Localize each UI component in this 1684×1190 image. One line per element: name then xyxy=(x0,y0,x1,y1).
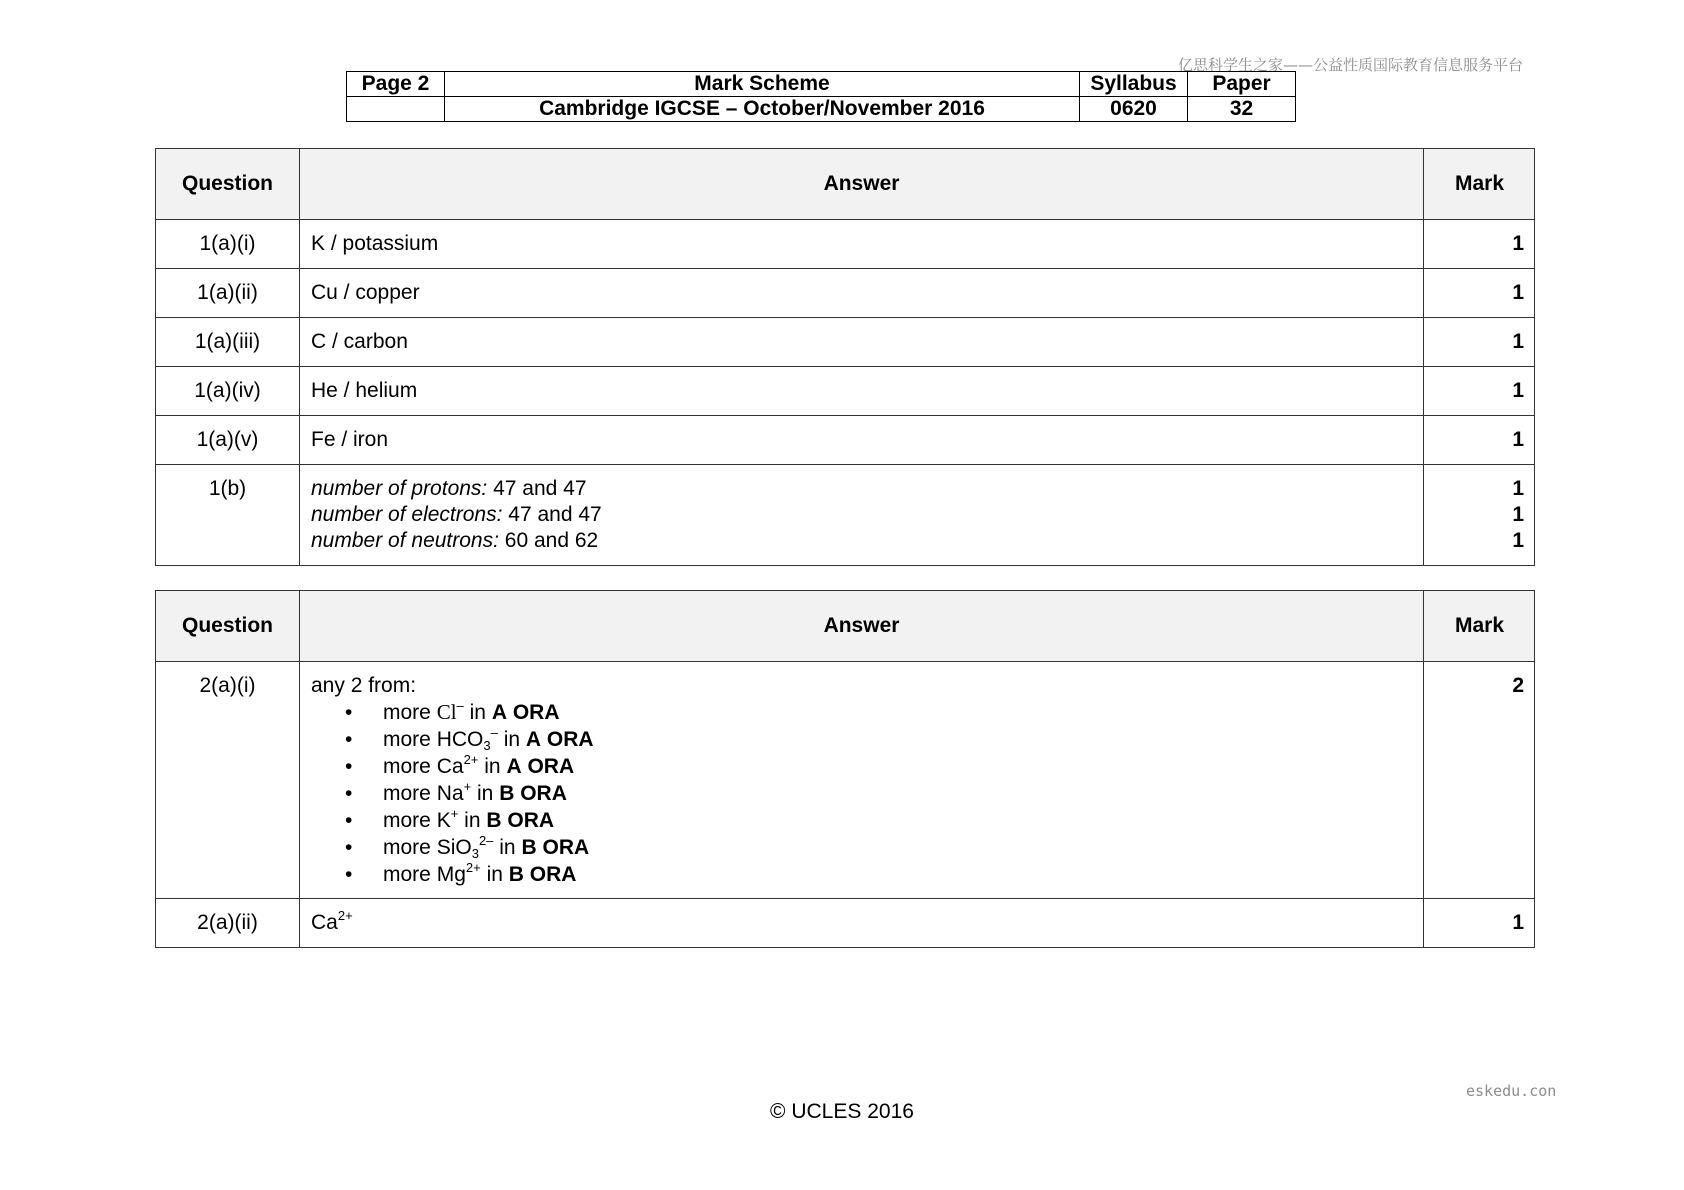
mark-line: 1 xyxy=(1512,503,1524,526)
ion-formula: SiO xyxy=(436,836,472,859)
ion-bullet-item xyxy=(383,753,1422,780)
question-number: 1(a)(iii) xyxy=(156,318,300,367)
in-word: in xyxy=(469,701,486,724)
ion-charge: + xyxy=(463,779,472,794)
answer-text xyxy=(300,662,1424,899)
ion-bullet-list xyxy=(311,699,1422,888)
solution-letter: B xyxy=(486,809,502,832)
solution-letter: B xyxy=(508,863,524,886)
more-word: more xyxy=(383,809,431,832)
ora-text: ORA xyxy=(527,755,575,778)
answer-text: Cu / copper xyxy=(300,269,1424,318)
paper-number: 32 xyxy=(1188,97,1296,122)
question-number: 1(a)(ii) xyxy=(156,269,300,318)
mark-value: 1 xyxy=(1424,318,1535,367)
answer-text: He / helium xyxy=(300,367,1424,416)
mark-value: 1 xyxy=(1424,416,1535,465)
table-row xyxy=(156,465,1535,566)
ion-bullet-item xyxy=(383,861,1422,888)
watermark-bottom: eskedu.con xyxy=(1466,1082,1557,1100)
mark-value: 1 xyxy=(1424,220,1535,269)
ion-bullet-item xyxy=(383,834,1422,861)
mark-value: 1 xyxy=(1424,269,1535,318)
solution-letter: B xyxy=(499,782,515,805)
mark-line: 1 xyxy=(1512,477,1524,500)
mark-line: 1 xyxy=(1512,529,1524,552)
solution-letter: B xyxy=(521,836,537,859)
table-row xyxy=(156,899,1535,948)
ion-bullet-item xyxy=(383,807,1422,834)
more-word: more xyxy=(383,701,431,724)
ion-charge: 2+ xyxy=(465,860,481,875)
question-2-table xyxy=(155,590,1535,948)
ion-charge: + xyxy=(450,806,459,821)
ora-text: ORA xyxy=(542,836,590,859)
table-row xyxy=(156,416,1535,465)
question-header: Question xyxy=(156,149,300,220)
mark-value: 1 xyxy=(1424,899,1535,948)
answer-value: 47 and 47 xyxy=(502,503,602,526)
more-word: more xyxy=(383,836,431,859)
mark-value: 2 xyxy=(1424,662,1535,899)
copyright-footer: © UCLES 2016 xyxy=(770,1100,914,1123)
ion-formula: HCO xyxy=(436,728,484,751)
in-word: in xyxy=(464,809,481,832)
solution-letter: A xyxy=(525,728,542,751)
answer-value: 60 and 62 xyxy=(498,529,599,552)
in-word: in xyxy=(484,755,501,778)
mark-value xyxy=(1424,465,1535,566)
question-number: 2(a)(i) xyxy=(156,662,300,899)
table-row xyxy=(156,367,1535,416)
more-word: more xyxy=(383,728,431,751)
ora-text: ORA xyxy=(546,728,594,751)
question-number: 1(b) xyxy=(156,465,300,566)
answer-text xyxy=(300,899,1424,948)
ion-bullet-item xyxy=(383,780,1422,807)
more-word: more xyxy=(383,863,431,886)
ion-formula: K xyxy=(436,809,451,832)
mark-scheme-title: Mark Scheme xyxy=(445,72,1080,97)
ora-text: ORA xyxy=(512,701,560,724)
ion-formula: Cl xyxy=(436,700,457,724)
page-blank-cell xyxy=(347,97,445,122)
ora-text: ORA xyxy=(529,863,577,886)
syllabus-code: 0620 xyxy=(1080,97,1188,122)
paper-label: Paper xyxy=(1188,72,1296,97)
ion-charge: – xyxy=(490,725,498,740)
ion-subscript: 3 xyxy=(471,846,479,861)
solution-letter: A xyxy=(506,755,522,778)
in-word: in xyxy=(503,728,521,751)
solution-letter: A xyxy=(491,701,507,724)
answer-label: number of protons: xyxy=(311,477,488,500)
table-row xyxy=(156,269,1535,318)
answer-intro: any 2 from: xyxy=(311,674,417,697)
answer-text: Fe / iron xyxy=(300,416,1424,465)
ion-charge: – xyxy=(456,698,464,713)
ion-charge: 2+ xyxy=(463,752,479,767)
page-header-table xyxy=(346,71,1296,122)
ion-formula: Ca xyxy=(311,911,338,934)
in-word: in xyxy=(486,863,503,886)
ion-bullet-item xyxy=(383,726,1422,753)
question-header: Question xyxy=(156,591,300,662)
answer-header: Answer xyxy=(300,591,1424,662)
answer-header: Answer xyxy=(300,149,1424,220)
question-1-table xyxy=(155,148,1535,566)
ion-formula: Ca xyxy=(436,755,464,778)
table-row xyxy=(156,220,1535,269)
question-number: 1(a)(v) xyxy=(156,416,300,465)
in-word: in xyxy=(477,782,494,805)
ion-formula: Na xyxy=(436,782,464,805)
exam-title: Cambridge IGCSE – October/November 2016 xyxy=(445,97,1080,122)
answer-text: C / carbon xyxy=(300,318,1424,367)
syllabus-label: Syllabus xyxy=(1080,72,1188,97)
more-word: more xyxy=(383,782,431,805)
ora-text: ORA xyxy=(507,809,555,832)
ion-bullet-item xyxy=(383,699,1422,726)
answer-label: number of neutrons: xyxy=(311,529,499,552)
ion-formula: Mg xyxy=(436,863,466,886)
answer-value: 47 and 47 xyxy=(487,477,587,500)
table-row xyxy=(156,662,1535,899)
in-word: in xyxy=(499,836,516,859)
ora-text: ORA xyxy=(520,782,567,805)
watermark-top: 亿思科学生之家——公益性质国际教育信息服务平台 xyxy=(1178,56,1524,74)
mark-header: Mark xyxy=(1424,591,1535,662)
answer-text: K / potassium xyxy=(300,220,1424,269)
table-row xyxy=(156,318,1535,367)
answer-text xyxy=(300,465,1424,566)
more-word: more xyxy=(383,755,431,778)
mark-value: 1 xyxy=(1424,367,1535,416)
question-number: 2(a)(ii) xyxy=(156,899,300,948)
question-number: 1(a)(i) xyxy=(156,220,300,269)
mark-header: Mark xyxy=(1424,149,1535,220)
question-number: 1(a)(iv) xyxy=(156,367,300,416)
ion-charge: 2– xyxy=(478,833,494,848)
ion-charge: 2+ xyxy=(337,908,353,923)
ion-subscript: 3 xyxy=(483,738,491,753)
page-number: Page 2 xyxy=(347,72,445,97)
answer-label: number of electrons: xyxy=(311,503,503,526)
